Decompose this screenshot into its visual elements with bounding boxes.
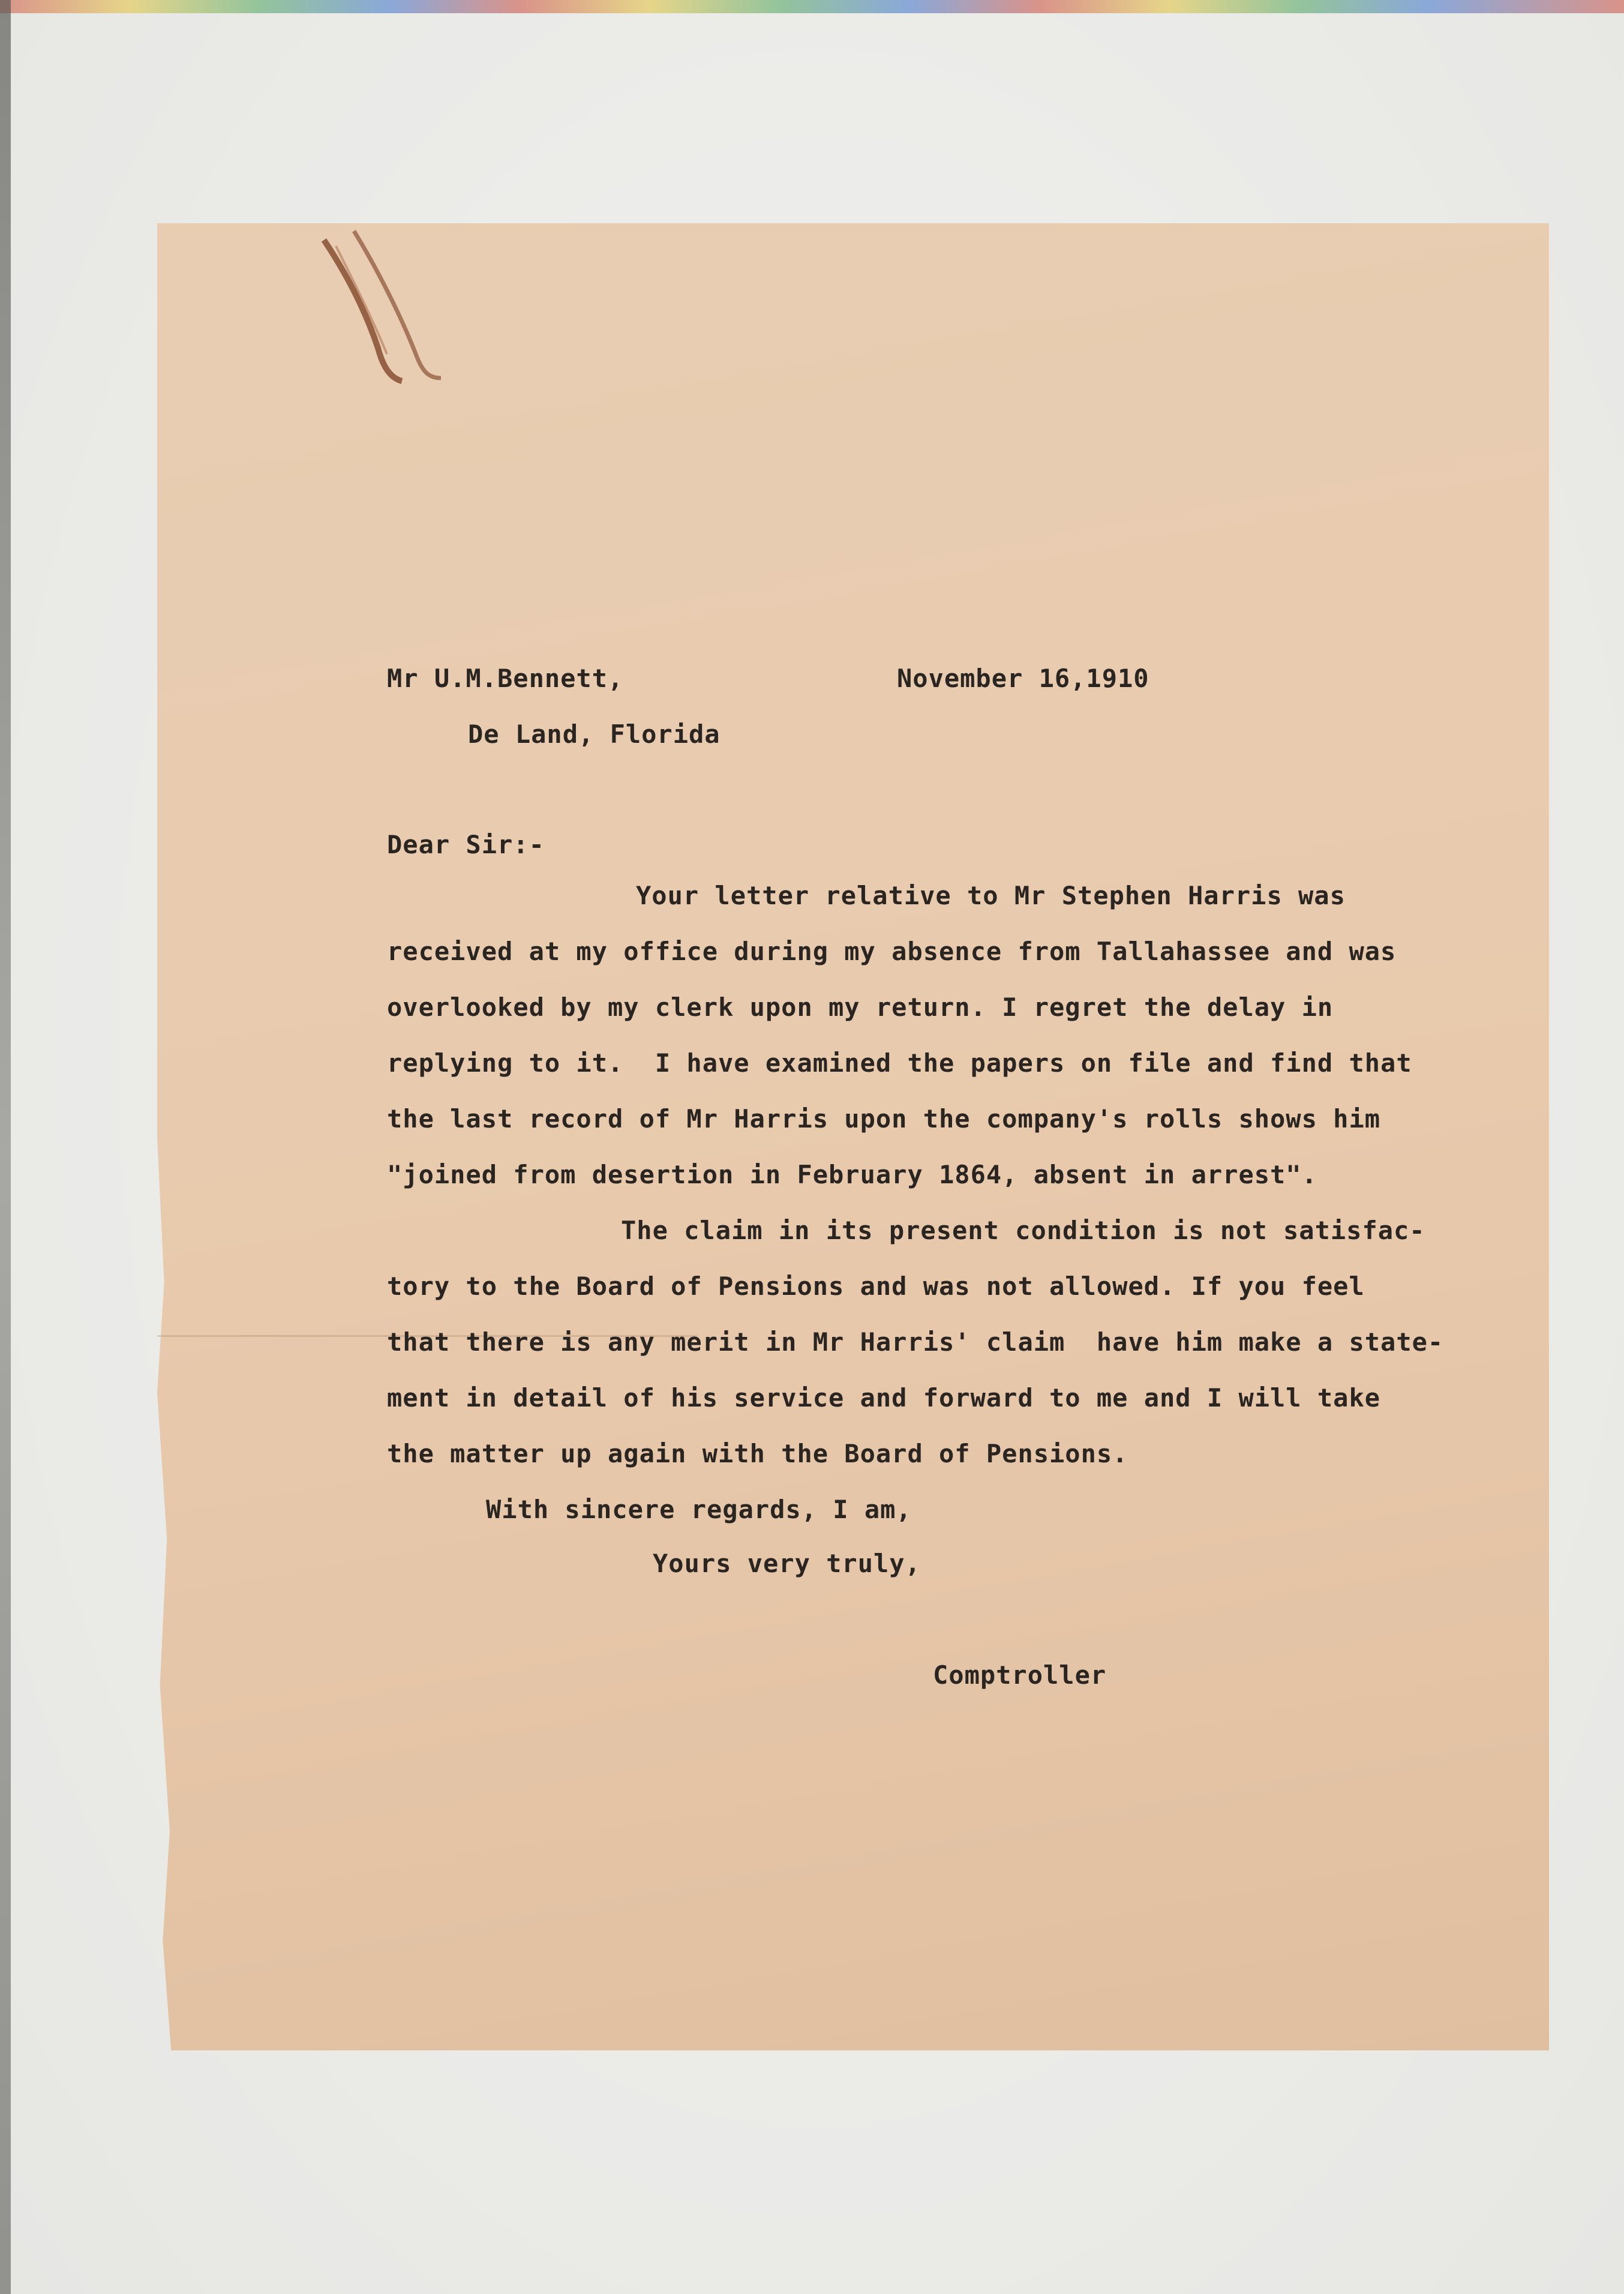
paragraph1-line: Your letter relative to Mr Stephen Harris was xyxy=(636,881,1346,910)
addressee: Mr U.M.Bennett, xyxy=(387,664,624,693)
salutation: Dear Sir:- xyxy=(387,830,545,859)
paragraph1-line: received at my office during my absence from Tallahassee and was xyxy=(387,937,1397,966)
paragraph2-line: The claim in its present condition is not satisfac- xyxy=(621,1216,1425,1245)
paragraph2-line: ment in detail of his service and forward to me and I will take xyxy=(387,1383,1381,1413)
paragraph2-line: that there is any merit in Mr Harris' claim have him make a state- xyxy=(387,1327,1444,1357)
paragraph2-line: tory to the Board of Pensions and was not allowed. If you feel xyxy=(387,1272,1365,1301)
paragraph1-line: the last record of Mr Harris upon the company's rolls shows him xyxy=(387,1104,1381,1133)
signature-title: Comptroller xyxy=(933,1660,1107,1690)
paragraph1-line: overlooked by my clerk upon my return. I regret the delay in xyxy=(387,992,1334,1022)
paragraph1-line: replying to it. I have examined the papers on file and find that xyxy=(387,1048,1412,1078)
address: De Land, Florida xyxy=(468,719,721,749)
closing: With sincere regards, I am, xyxy=(486,1495,912,1524)
paragraph2-line: the matter up again with the Board of Pensions. xyxy=(387,1439,1128,1468)
valediction: Yours very truly, xyxy=(653,1549,921,1578)
paragraph1-line: "joined from desertion in February 1864, absent in arrest". xyxy=(387,1160,1317,1189)
letter-date: November 16,1910 xyxy=(897,664,1149,693)
